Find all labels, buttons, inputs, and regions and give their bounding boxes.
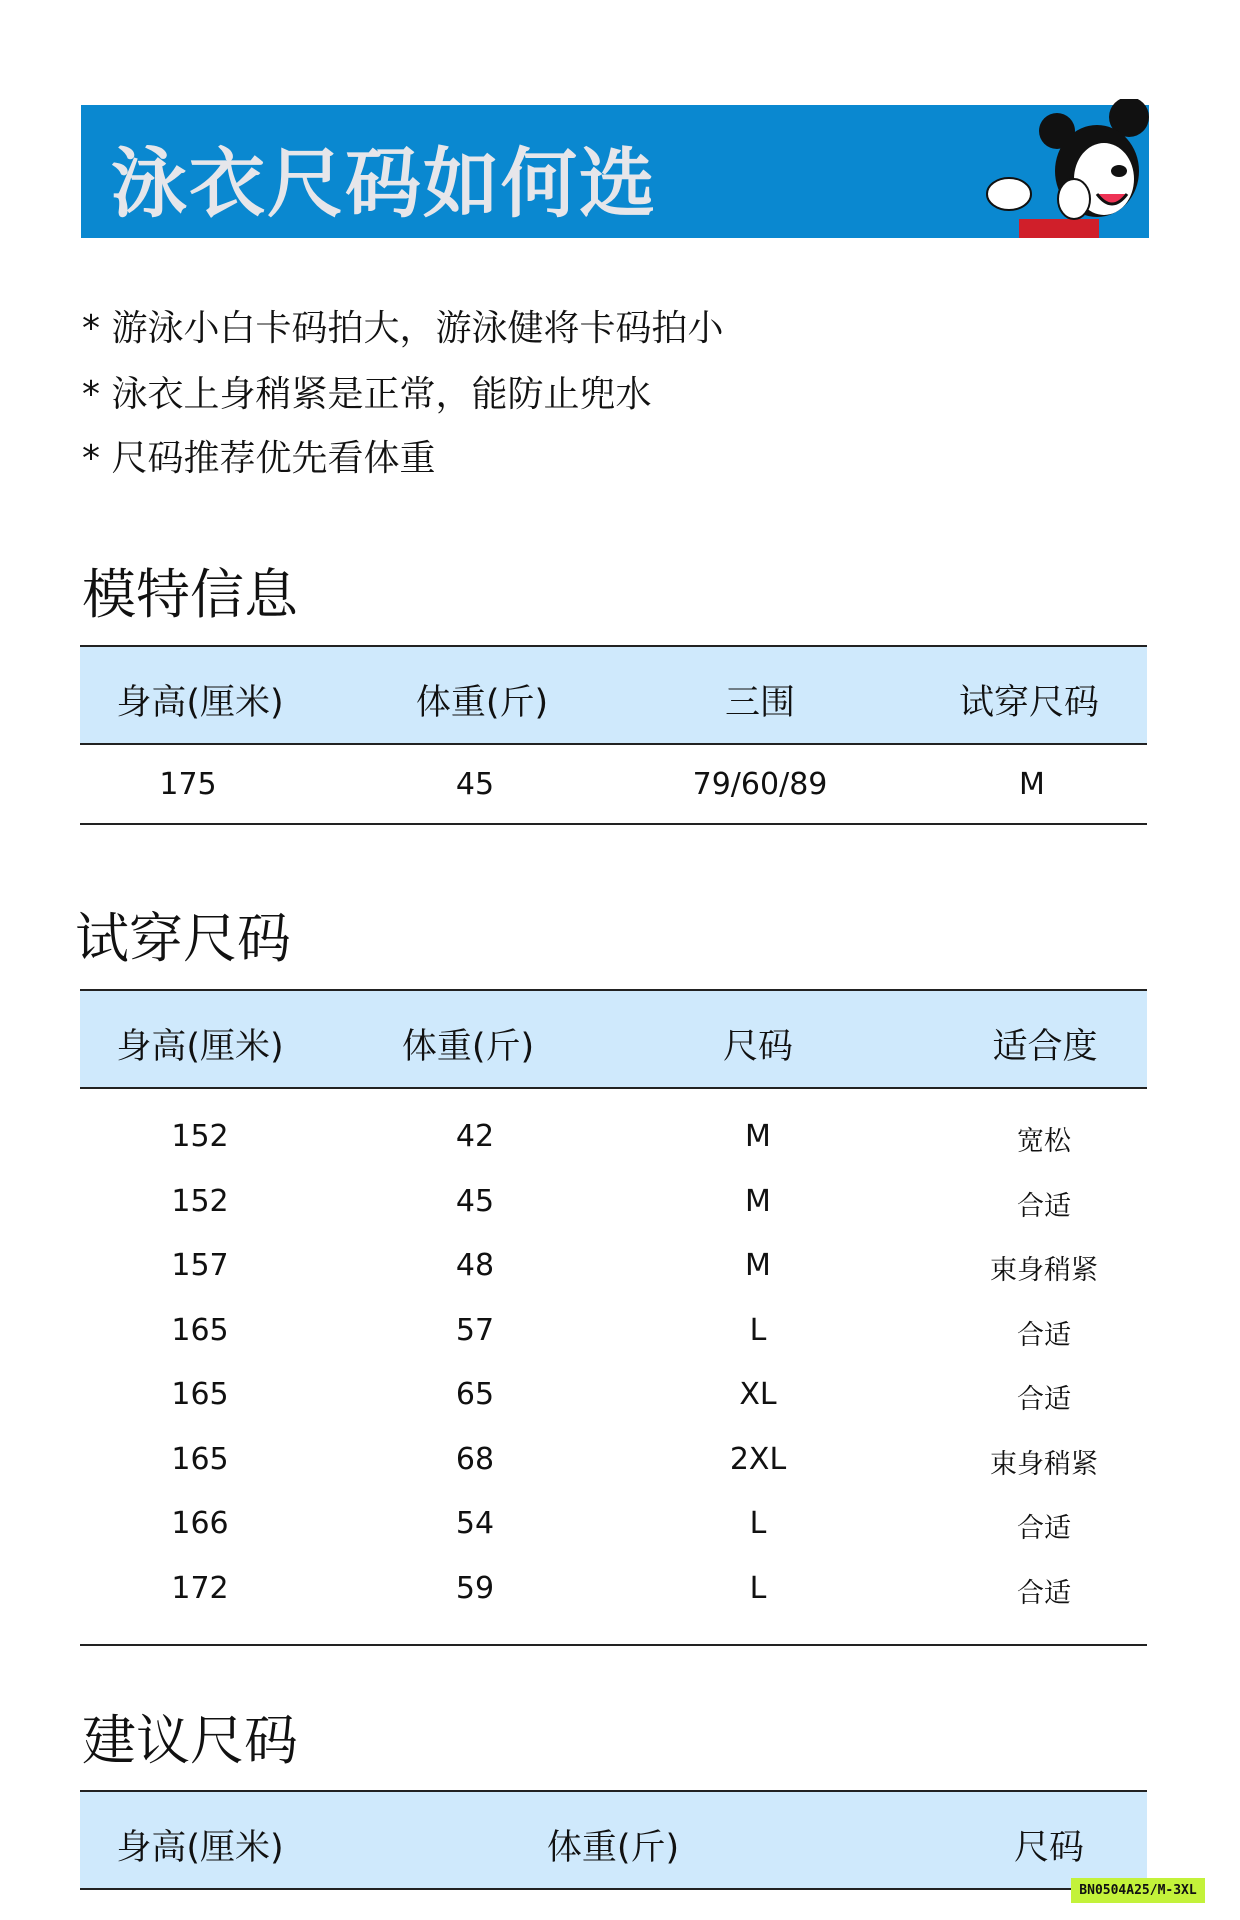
cell-height: 152: [171, 1183, 229, 1219]
cell-height: 172: [171, 1570, 229, 1606]
tryon-heading: 试穿尺码: [75, 907, 291, 970]
header-measurements: 三围: [724, 683, 796, 723]
divider: [80, 1644, 1147, 1646]
cell-height: 152: [171, 1119, 229, 1154]
table-header: [80, 1790, 1147, 1890]
cell-fit: 束身稍紧: [990, 1448, 1098, 1480]
cell-height: 165: [171, 1441, 229, 1477]
cell-height: 175: [159, 767, 217, 802]
cell-size: M: [1019, 767, 1045, 802]
cell-weight: 48: [455, 1248, 495, 1283]
cell-size: L: [749, 1506, 767, 1541]
cell-height: 157: [171, 1248, 229, 1283]
banner-title: 泳衣尺码如何选: [111, 139, 657, 228]
cell-height: 165: [171, 1312, 229, 1348]
cell-fit: 合适: [1017, 1577, 1071, 1609]
cell-fit: 合适: [1017, 1513, 1071, 1544]
header-height: 身高(厘米): [116, 1027, 284, 1067]
cell-weight: 42: [455, 1119, 495, 1154]
suggest-heading: 建议尺码: [82, 1709, 298, 1772]
cell-weight: 65: [455, 1377, 495, 1412]
tip-1: * 游泳小白卡码拍大，游泳健将卡码拍小: [82, 308, 724, 349]
header-size: 试穿尺码: [958, 683, 1100, 723]
cell-height: 165: [171, 1377, 229, 1412]
header-size: 尺码: [722, 1027, 794, 1067]
header-weight: 体重(斤): [415, 683, 549, 723]
cell-weight: 45: [455, 1183, 495, 1219]
cell-size: M: [745, 1183, 771, 1219]
cell-size: L: [749, 1570, 767, 1606]
cell-size: M: [745, 1248, 771, 1283]
cell-weight: 45: [455, 767, 495, 802]
cell-weight: 57: [455, 1312, 495, 1348]
cell-height: 166: [171, 1506, 229, 1541]
cell-weight: 59: [455, 1570, 495, 1606]
cell-fit: 合适: [1017, 1319, 1071, 1351]
header-height: 身高(厘米): [116, 683, 284, 723]
cell-fit: 合适: [1017, 1384, 1071, 1415]
cell-fit: 束身稍紧: [990, 1255, 1098, 1286]
header-height: 身高(厘米): [116, 1828, 284, 1868]
tip-2: * 泳衣上身稍紧是正常，能防止兜水: [82, 374, 652, 415]
cell-fit: 合适: [1017, 1190, 1071, 1222]
model-info-heading: 模特信息: [82, 563, 298, 626]
cell-size: XL: [739, 1377, 777, 1412]
cell-weight: 54: [455, 1506, 495, 1541]
header-fit: 适合度: [992, 1027, 1098, 1067]
title-banner: [81, 105, 1149, 238]
cell-weight: 68: [455, 1441, 495, 1477]
mickey-mouse-illustration: [979, 99, 1149, 238]
header-weight: 体重(斤): [546, 1828, 680, 1868]
tip-3: * 尺码推荐优先看体重: [82, 438, 436, 479]
cell-measurements: 79/60/89: [692, 767, 828, 802]
header-size: 尺码: [1013, 1828, 1085, 1868]
cell-fit: 宽松: [1017, 1126, 1071, 1157]
cell-size: 2XL: [729, 1441, 787, 1477]
divider: [80, 823, 1147, 825]
table-header: [80, 645, 1147, 745]
header-weight: 体重(斤): [401, 1027, 535, 1067]
cell-size: L: [749, 1312, 767, 1348]
cell-size: M: [745, 1119, 771, 1154]
table-header: [80, 989, 1147, 1089]
product-code-tag: BN0504A25/M-3XL: [1071, 1878, 1205, 1903]
